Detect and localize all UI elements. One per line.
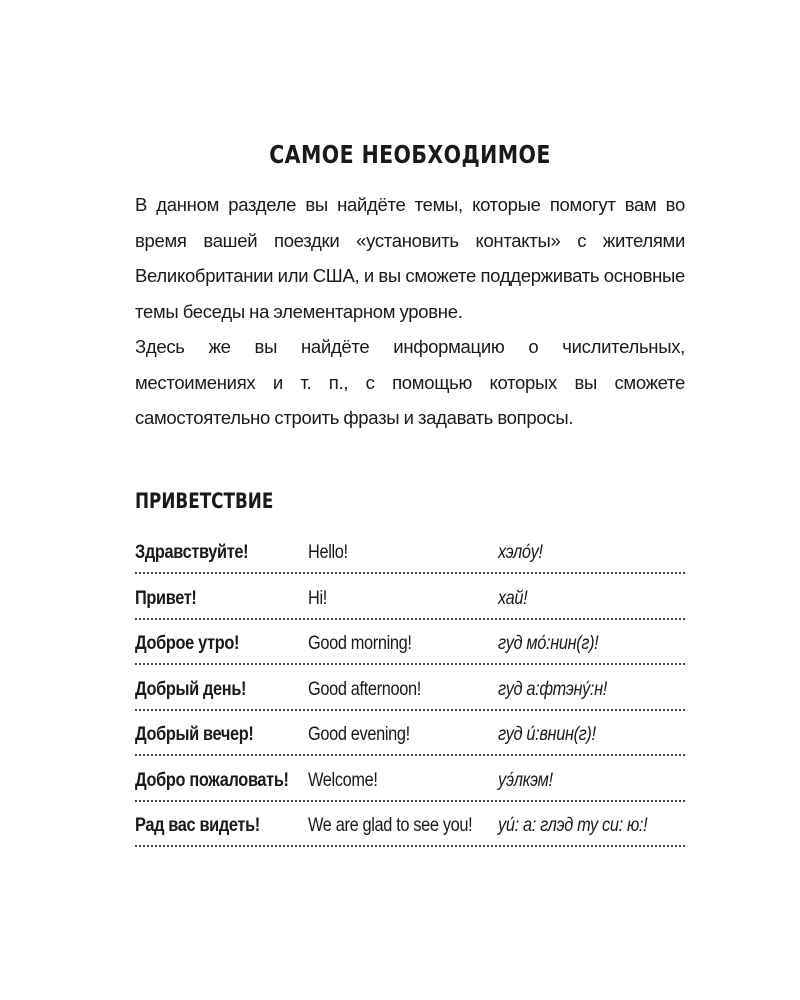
- phrase-russian: Рад вас видеть!: [135, 815, 260, 836]
- phrase-row: [135, 620, 685, 666]
- intro-paragraph-1: В данном разделе вы найдёте темы, которые помогут вам во время вашей поездки «установить контакты» с жителями Великобритании или США, и вы сможете поддерживать основные темы беседы на элементарном уровне.: [135, 194, 685, 322]
- phrase-row: [135, 574, 685, 620]
- phrase-english: Good morning!: [308, 633, 412, 654]
- phrase-transcription: гуд и́:внин(г)!: [498, 724, 596, 745]
- section-title-greeting: ПРИВЕТСТВИЕ: [135, 488, 274, 513]
- page-title: САМОЕ НЕОБХОДИМОЕ: [269, 140, 551, 169]
- phrase-english: Welcome!: [308, 769, 378, 791]
- phrase-transcription: гуд мо́:нин(г)!: [498, 633, 599, 654]
- phrase-russian: Добрый день!: [135, 678, 247, 700]
- phrase-transcription: гуд а:фтэну́:н!: [498, 678, 607, 700]
- phrase-russian: Доброе утро!: [135, 633, 240, 654]
- phrase-row: [135, 802, 685, 848]
- phrase-english: Good evening!: [308, 724, 410, 745]
- phrase-english: Hello!: [308, 542, 348, 563]
- phrase-english: We are glad to see you!: [308, 815, 473, 836]
- phrase-transcription: уэ́лкэм!: [498, 769, 553, 791]
- phrase-row: [135, 529, 685, 575]
- phrase-table: [135, 529, 685, 848]
- phrase-russian: Привет!: [135, 587, 197, 609]
- phrase-transcription: уи́: а: глэд ту си: ю:!: [498, 815, 648, 836]
- phrase-russian: Здравствуйте!: [135, 542, 249, 563]
- document-page: [135, 140, 685, 847]
- phrase-english: Hi!: [308, 587, 327, 609]
- intro-paragraph-2: Здесь же вы найдёте информацию о числительных, местоимениях и т. п., с помощью которых вы сможете самостоятельно строить фразы и задавать вопросы.: [135, 336, 685, 428]
- phrase-transcription: хэло́у!: [498, 542, 543, 563]
- phrase-row: [135, 665, 685, 711]
- phrase-row: [135, 711, 685, 757]
- phrase-transcription: хай!: [498, 587, 528, 609]
- phrase-english: Good afternoon!: [308, 678, 421, 700]
- phrase-russian: Добрый вечер!: [135, 724, 254, 745]
- phrase-russian: Добро пожаловать!: [135, 769, 289, 791]
- phrase-row: [135, 756, 685, 802]
